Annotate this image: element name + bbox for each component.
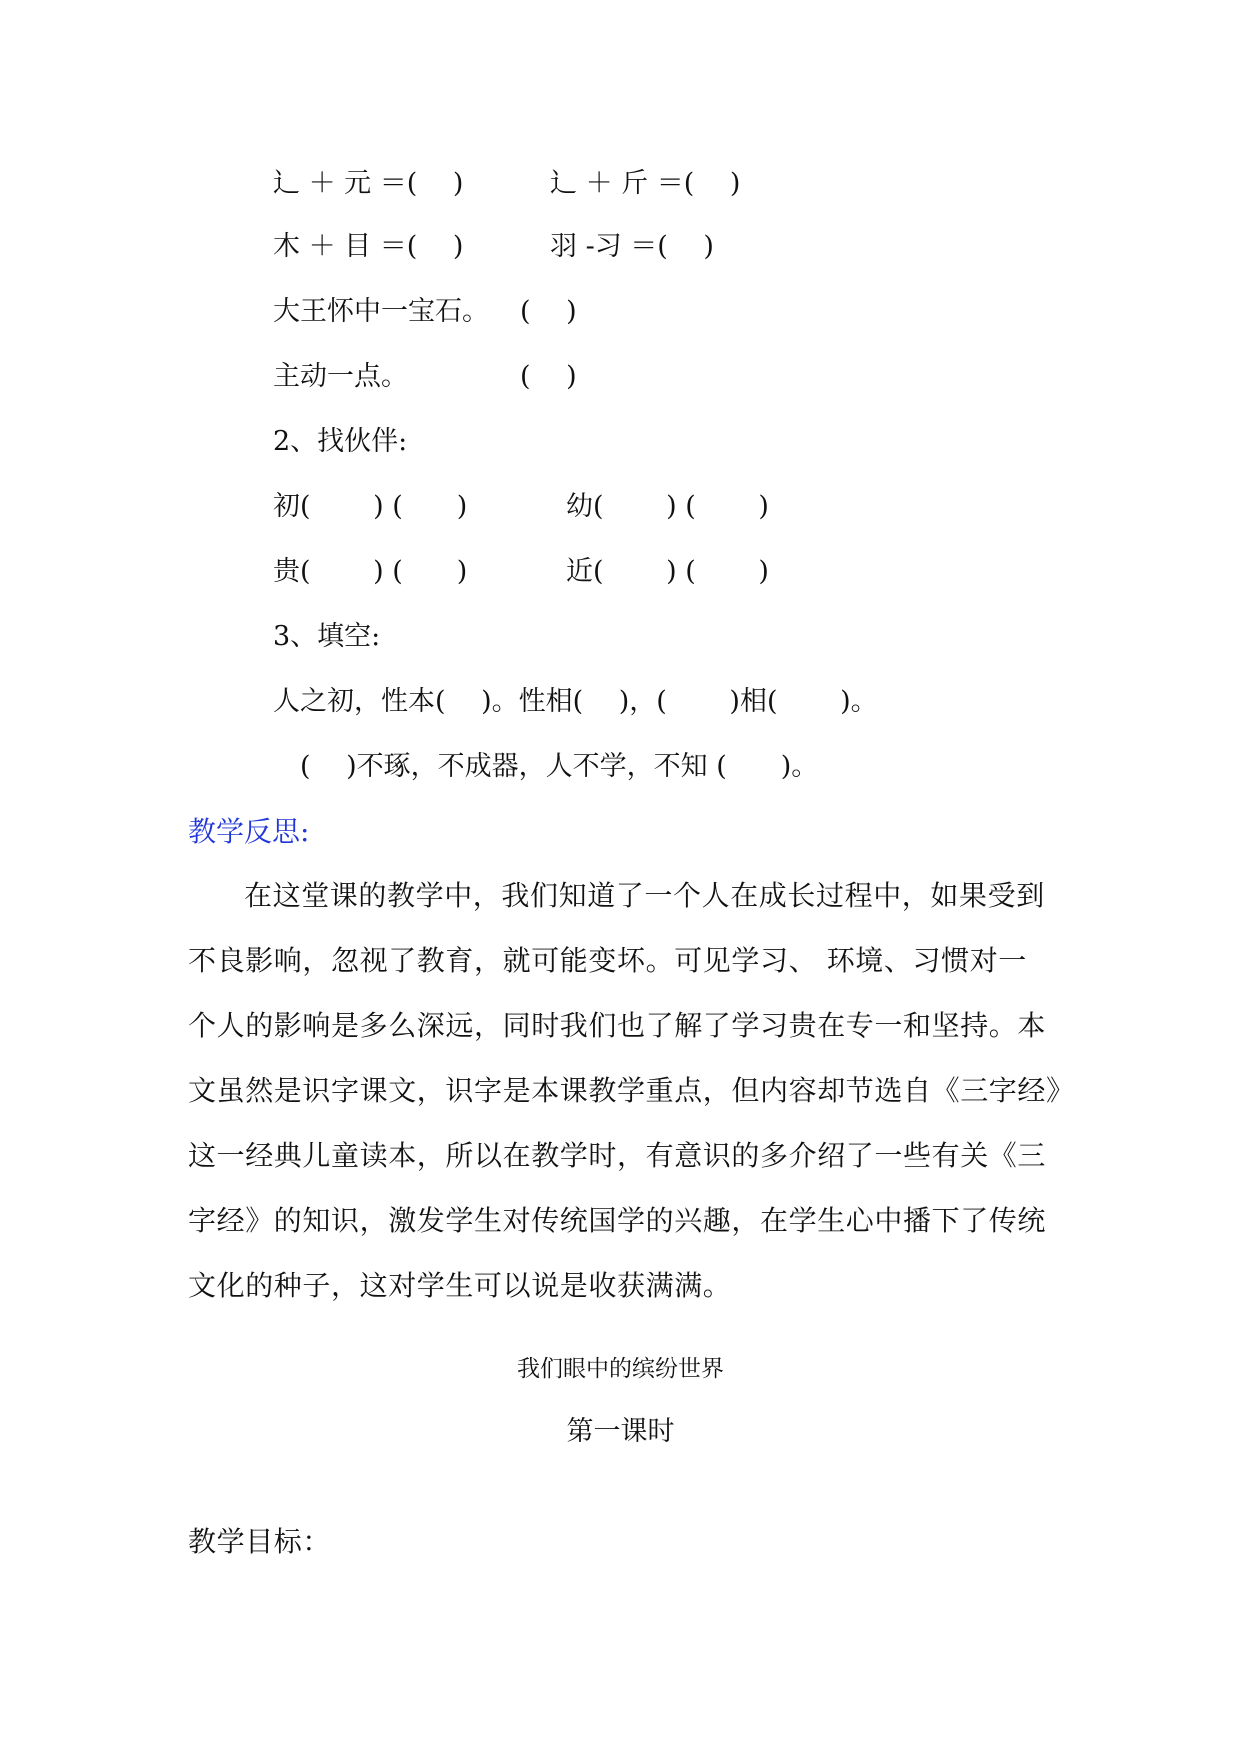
- exercise-riddle-4-blank: ( ): [520, 361, 577, 392]
- reflection-line-3: 个人的影响是多么深远，同时我们也了解了学习贵在专一和坚持。本: [188, 1009, 1047, 1042]
- partner-row-1-left: 初( ) ( ): [273, 491, 468, 522]
- objectives-heading: 教学目标：: [188, 1525, 332, 1558]
- reflection-line-7: 文化的种子，这对学生可以说是收获满满。: [188, 1269, 732, 1302]
- exercise-riddle-3-text: 大王怀中一宝石。: [273, 296, 489, 327]
- partner-row-1-right: 幼( ) ( ): [566, 491, 769, 522]
- exercise-riddle-1-right: 辶 ＋ 斤 ＝( ): [550, 168, 741, 199]
- partner-row-2-left: 贵( ) ( ): [273, 556, 468, 587]
- question-3-heading: 3、填空:: [273, 621, 381, 652]
- exercise-riddle-4-text: 主动一点。: [273, 361, 408, 392]
- lesson-subtitle: 第一课时: [566, 1416, 675, 1447]
- reflection-line-1: 在这堂课的教学中，我们知道了一个人在成长过程中，如果受到: [244, 879, 1045, 912]
- reflection-line-5: 这一经典儿童读本，所以在教学时，有意识的多介绍了一些有关《三: [188, 1139, 1047, 1172]
- fill-blank-line-2: ( )不琢，不成器，人不学，不知 ( )。: [300, 751, 819, 782]
- reflection-line-4: 文虽然是识字课文，识字是本课教学重点，但内容却节选自《三字经》: [188, 1074, 1075, 1107]
- lesson-title: 我们眼中的缤纷世界: [517, 1356, 724, 1382]
- reflection-heading: 教学反思:: [188, 815, 310, 848]
- exercise-riddle-1-left: 辶 ＋ 元 ＝( ): [273, 168, 464, 199]
- exercise-riddle-2-right: 羽 -习 ＝( ): [550, 231, 714, 262]
- partner-row-2-right: 近( ) ( ): [566, 556, 769, 587]
- exercise-riddle-2-left: 木 ＋ 目 ＝( ): [273, 231, 464, 262]
- reflection-line-2: 不良影响，忽视了教育，就可能变坏。可见学习、 环境、习惯对一: [188, 944, 1027, 977]
- exercise-riddle-3-blank: ( ): [520, 296, 577, 327]
- fill-blank-line-1: 人之初，性本( )。性相( )，( )相( )。: [273, 686, 878, 717]
- question-2-heading: 2、找伙伴:: [273, 426, 408, 457]
- reflection-line-6: 字经》的知识，激发学生对传统国学的兴趣，在学生心中播下了传统: [188, 1204, 1047, 1237]
